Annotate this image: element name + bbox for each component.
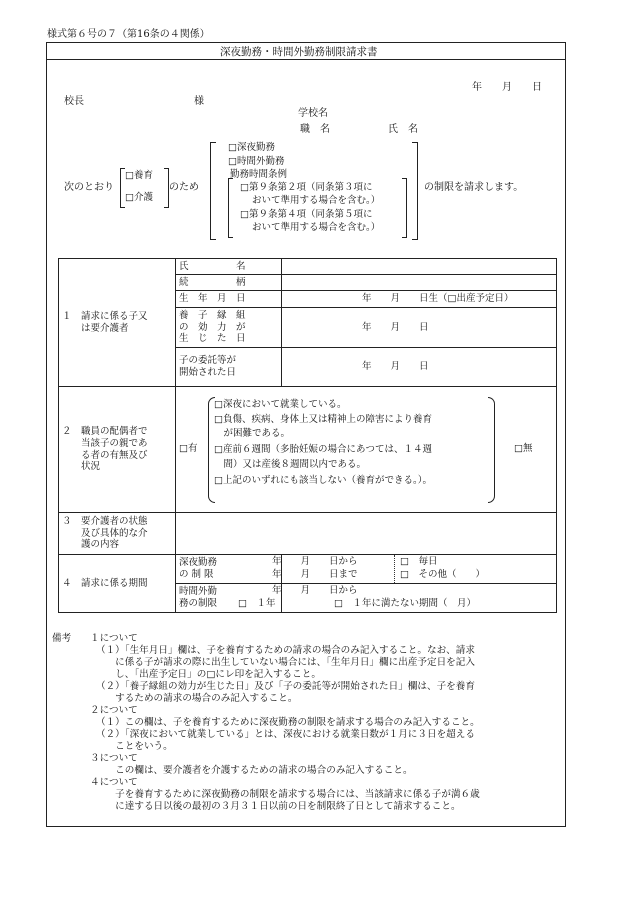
note-line-5: （２）「養子縁組の効力が生じた日」及び「子の委託等が開始された日」欄は、子を養育 — [96, 681, 475, 692]
night-to[interactable]: 年 月 日まで — [272, 569, 358, 580]
row-entrust-value[interactable]: 年 月 日 — [282, 348, 557, 387]
spouse-item-1[interactable]: □深夜において就業している。 — [214, 399, 347, 410]
care-option-nursing[interactable]: □介護 — [125, 192, 153, 203]
note-line-13: ４について — [90, 777, 138, 788]
option-overtime[interactable]: □時間外勤務 — [228, 156, 285, 167]
section3-value[interactable] — [176, 513, 557, 555]
note-line-4: し、「出産予定日」の□にレ印を記入すること。 — [96, 669, 321, 680]
school-label: 学校名 — [298, 108, 328, 119]
night-from[interactable]: 年 月 日から — [272, 556, 358, 567]
principal-label: 校長 — [64, 96, 84, 107]
overtime-limit-label-text: 時間外勤 務の制限 — [179, 586, 218, 609]
section1-label: １ 請求に係る子又 は要介護者 — [59, 259, 176, 387]
night-option-other[interactable]: □ その他（ ） — [400, 569, 485, 580]
care-option-nurture[interactable]: □養育 — [125, 170, 153, 181]
section2-content — [176, 387, 557, 513]
night-option-daily[interactable]: □ 毎日 — [400, 556, 438, 567]
option-ordinance-label: 勤務時間条例 — [230, 169, 288, 180]
spouse-item-2[interactable]: □負傷、疾病、身体上又は精神上の障害により養育 — [214, 414, 432, 425]
note-line-7: ２について — [90, 705, 138, 716]
spouse-item-4[interactable]: □上記のいずれにも該当しない（養育ができる。）。 — [214, 475, 432, 486]
suboptions-bracket-left — [228, 178, 233, 238]
options-bracket-right — [412, 142, 418, 240]
option-article-9-2[interactable]: □第９条第２項（同条第３項に — [240, 182, 373, 193]
options-bracket-left — [210, 142, 216, 240]
position-label: 職 名 — [300, 124, 330, 135]
row-name-label: 氏 名 — [176, 259, 282, 275]
row-birthdate-label: 生 年 月 日 — [176, 291, 282, 308]
spouse-paren-right — [488, 397, 495, 503]
overtime-option-year[interactable]: □ １年 — [238, 598, 276, 609]
row-entrust-label: 子の委託等が 開始された日 — [176, 348, 282, 387]
row-relation-value[interactable] — [282, 275, 557, 291]
note-line-3: に係る子が請求の際に出生していない場合には、「生年月日」欄に出産予定日を記入 — [96, 657, 475, 668]
note-line-6: するための請求の場合のみ記入すること。 — [96, 693, 298, 704]
row-adoption-label: 養 子 縁 組 の 効 力 が 生 じ た 日 — [176, 308, 282, 348]
note-line-10: ことをいう。 — [96, 741, 173, 752]
section2-label: ２ 職員の配偶者で 当該子の親であ る者の有無及び 状況 — [59, 387, 176, 513]
spouse-item-3[interactable]: □産前６週間（多胎妊娠の場合にあつては、１４週 — [214, 444, 432, 455]
night-limit-label-text: 深夜勤務 の 制 限 — [179, 557, 218, 580]
option-article-9-2-note: おいて準用する場合を含む。） — [252, 195, 381, 206]
name-label: 氏 名 — [388, 124, 418, 135]
date-line: 年 月 日 — [472, 82, 542, 93]
form-number: 様式第６号の７（第16条の４関係） — [47, 29, 210, 40]
section4-label: ４ 請求に係る期間 — [59, 555, 176, 613]
suboptions-bracket-right — [402, 178, 407, 238]
note-line-11: ３について — [90, 753, 138, 764]
overtime-option-less[interactable]: □ １年に満たない期間（ 月） — [334, 598, 476, 609]
row-name-value[interactable] — [282, 259, 557, 275]
request-for-text: のため — [169, 182, 199, 193]
note-line-15: に達する日以後の最初の３月３１日以前の日を制限終了日として請求すること。 — [96, 801, 461, 812]
overtime-from[interactable]: 年 月 日から — [272, 585, 358, 596]
request-suffix: の制限を請求します。 — [424, 182, 524, 193]
note-line-2: （１）「生年月日」欄は、子を養育するための請求の場合のみ記入すること。なお、請求 — [96, 645, 475, 656]
spouse-item-2-cont: が困難である。 — [214, 428, 291, 439]
title-divider — [47, 59, 566, 60]
night-limit-content — [272, 555, 557, 584]
overtime-limit-content — [238, 584, 557, 613]
spouse-no-checkbox[interactable]: □無 — [514, 443, 533, 454]
note-line-8: （１）この欄は、子を養育するために深夜勤務の制限を請求する場合のみ記入すること。 — [96, 717, 480, 728]
note-line-1: １について — [90, 633, 138, 644]
note-line-9: （２）「深夜において就業している」とは、深夜における就業日数が１月に３日を超える — [96, 729, 475, 740]
spouse-yes-checkbox[interactable]: □有 — [179, 443, 198, 454]
note-line-14: 子を養育するために深夜勤務の制限を請求する場合には、当該請求に係る子が満６歳 — [96, 789, 480, 800]
row-birthdate-value[interactable]: 年 月 日生（□出産予定日） — [282, 291, 557, 308]
request-prefix: 次のとおり — [64, 182, 114, 193]
form-title: 深夜勤務・時間外勤務制限請求書 — [220, 46, 378, 58]
principal-sama: 様 — [194, 96, 204, 107]
night-dotted-divider — [394, 555, 395, 583]
row-adoption-value[interactable]: 年 月 日 — [282, 308, 557, 348]
row-relation-label: 続 柄 — [176, 275, 282, 291]
option-night[interactable]: □深夜勤務 — [228, 142, 275, 153]
section3-label: ３ 要介護者の状態 及び具体的な介 護の内容 — [59, 513, 176, 555]
option-article-9-4[interactable]: □第９条第４項（同条第５項に — [240, 209, 373, 220]
night-limit-label — [176, 555, 282, 584]
option-article-9-4-note: おいて準用する場合を含む。） — [252, 222, 381, 233]
note-line-12: この欄は、要介護者を介護するための請求の場合のみ記入すること。 — [96, 765, 413, 776]
spouse-item-3-cont: 間）又は産後８週間以内である。 — [214, 459, 367, 470]
notes-heading: 備考 — [52, 633, 72, 644]
request-table — [58, 258, 557, 613]
